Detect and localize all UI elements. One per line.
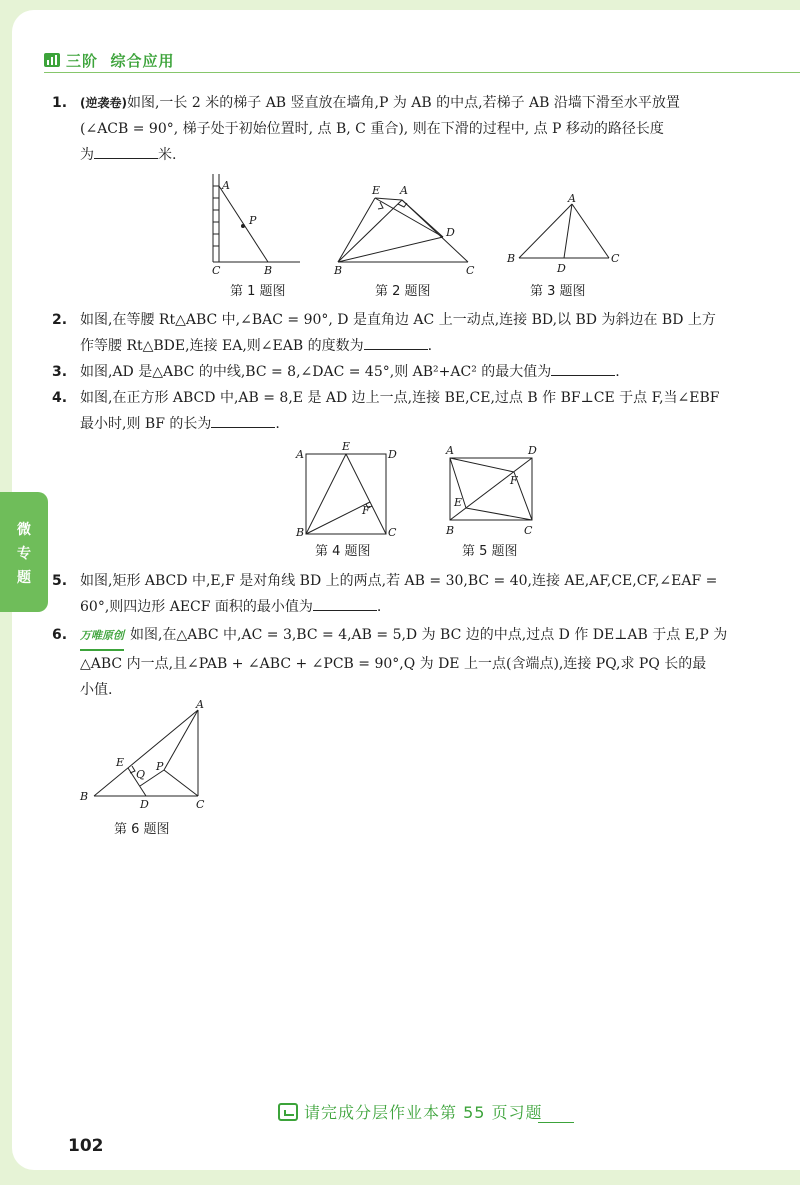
- question-6: 6. 万唯原创 如图,在△ABC 中,AC = 3,BC = 4,AB = 5,D 为 BC 边的中点,过点 D 作 DE⊥AB 于点 E,P 为 △ABC 内一点,且∠PAB + ∠ABC + ∠PCB = 90°,Q 为 DE 上一点(含端点),连接 PQ,求 PQ 长的最 小值.: [52, 622, 782, 703]
- svg-text:B: B: [334, 264, 343, 277]
- figure-4-caption: 第 4 题图: [315, 544, 371, 559]
- answer-blank[interactable]: [211, 412, 275, 428]
- figure-1: [200, 172, 310, 280]
- bar-chart-icon: [44, 53, 60, 67]
- answer-blank[interactable]: [94, 143, 158, 159]
- section-header: [44, 50, 800, 76]
- svg-text:B: B: [296, 526, 305, 539]
- figure-2-caption: 第 2 题图: [375, 284, 431, 299]
- question-tag: (逆袭卷): [80, 96, 127, 110]
- svg-text:A: A: [446, 444, 454, 457]
- svg-text:P: P: [156, 760, 164, 773]
- figure-4: [290, 440, 402, 540]
- svg-text:Q: Q: [136, 768, 146, 781]
- svg-text:B: B: [507, 252, 516, 265]
- header-divider: [44, 72, 800, 73]
- homework-icon: [278, 1103, 298, 1121]
- svg-text:P: P: [249, 214, 257, 227]
- svg-text:B: B: [446, 524, 455, 537]
- footer-underline: [538, 1122, 574, 1123]
- svg-text:E: E: [454, 496, 463, 509]
- svg-text:C: C: [466, 264, 475, 277]
- svg-text:E: E: [116, 756, 125, 769]
- figure-2: [330, 182, 480, 278]
- figure-3-caption: 第 3 题图: [530, 284, 586, 299]
- question-tag: 万唯原创: [80, 623, 124, 651]
- svg-text:C: C: [524, 524, 533, 537]
- svg-text:D: D: [528, 444, 537, 457]
- svg-text:C: C: [196, 798, 205, 811]
- page-number: 102: [68, 1136, 104, 1156]
- svg-text:B: B: [264, 264, 273, 277]
- question-4: 4. 如图,在正方形 ABCD 中,AB = 8,E 是 AD 边上一点,连接 BE,CE,过点 B 作 BF⊥CE 于点 F,当∠EBF 最小时,则 BF 的长为 .: [52, 390, 720, 432]
- question-1: 1. (逆袭卷)如图,一长 2 米的梯子 AB 竖直放在墙角,P 为 AB 的中点,若梯子 AB 沿墙下滑至水平放置 (∠ACB = 90°, 梯子处于初始位置时, 点 B, C 重合), 则在下滑的过程中, 点 P 移动的路径长度 为 米.: [52, 90, 782, 168]
- svg-text:D: D: [140, 798, 149, 811]
- svg-text:F: F: [362, 504, 370, 517]
- svg-text:E: E: [342, 440, 351, 453]
- svg-text:A: A: [568, 192, 576, 205]
- answer-blank[interactable]: [313, 595, 377, 611]
- svg-text:D: D: [557, 262, 566, 275]
- question-3: 3. 如图,AD 是△ABC 的中线,BC = 8,∠DAC = 45°,则 AB²+AC² 的最大值为 .: [52, 359, 782, 385]
- answer-blank[interactable]: [551, 360, 615, 376]
- svg-text:A: A: [296, 448, 304, 461]
- question-2: 2. 如图,在等腰 Rt△ABC 中,∠BAC = 90°, D 是直角边 AC 上一动点,连接 BD,以 BD 为斜边在 BD 上方 作等腰 Rt△BDE,连接 EA,则∠EAB 的度数为 .: [52, 312, 716, 354]
- svg-text:C: C: [388, 526, 397, 539]
- svg-text:D: D: [446, 226, 455, 239]
- svg-text:A: A: [400, 184, 408, 197]
- svg-text:A: A: [196, 700, 204, 711]
- svg-text:D: D: [388, 448, 397, 461]
- question-5: 5. 如图,矩形 ABCD 中,E,F 是对角线 BD 上的两点,若 AB = 30,BC = 40,连接 AE,AF,CE,CF,∠EAF = 60°,则四边形 AECF 面积的最小值为 .: [52, 573, 718, 615]
- svg-text:B: B: [80, 790, 89, 803]
- section-title: 三阶 综合应用: [66, 52, 175, 70]
- svg-text:F: F: [510, 474, 518, 487]
- figure-5-caption: 第 5 题图: [462, 544, 518, 559]
- figure-6: [78, 700, 218, 816]
- figure-6-caption: 第 6 题图: [114, 822, 170, 837]
- svg-text:A: A: [222, 179, 230, 192]
- figure-3: [505, 192, 625, 278]
- figure-5: [440, 440, 552, 540]
- figure-1-caption: 第 1 题图: [230, 284, 286, 299]
- svg-text:C: C: [611, 252, 620, 265]
- svg-text:C: C: [212, 264, 221, 277]
- answer-blank[interactable]: [364, 334, 428, 350]
- svg-text:E: E: [372, 184, 381, 197]
- side-tab[interactable]: 微 专 题: [0, 492, 48, 612]
- homework-note: 请完成分层作业本第 55 页习题: [278, 1100, 543, 1123]
